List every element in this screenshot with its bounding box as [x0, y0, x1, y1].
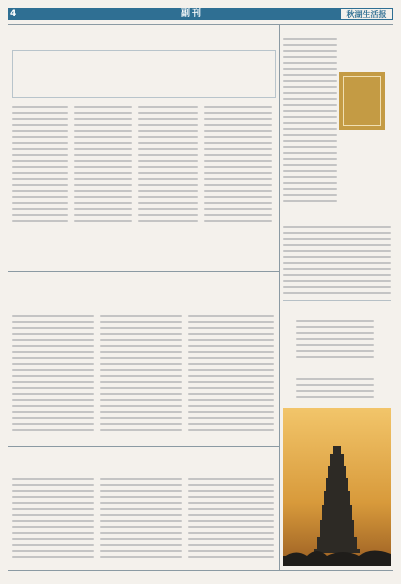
poem-one-title [296, 308, 366, 315]
section-title: 副刊 [181, 9, 204, 19]
lower-article-headline [80, 455, 240, 465]
poem-one-body [296, 320, 374, 360]
main-article-column-3 [138, 106, 198, 232]
lower-article-column-1 [12, 478, 94, 564]
poem-divider-top [283, 300, 391, 301]
main-article-column-4 [204, 106, 272, 232]
lower-article-byline [142, 467, 172, 473]
middle-article-byline [137, 304, 167, 310]
middle-article-column-2 [100, 315, 182, 435]
right-column-text [283, 226, 391, 296]
poem-two-title [296, 367, 384, 374]
main-article-column-5 [283, 38, 337, 216]
poem-two-body [296, 378, 374, 404]
page-header [0, 0, 401, 22]
middle-article-column-3 [188, 315, 274, 435]
middle-article-subtitle [90, 295, 216, 302]
main-article-column-2 [74, 106, 132, 232]
lower-article-column-2 [100, 478, 182, 564]
main-article-column-1 [12, 106, 68, 232]
pagoda-illustration [283, 408, 391, 566]
pagoda-photo [283, 408, 391, 566]
middle-article-headline [75, 281, 231, 291]
top-rule [8, 24, 393, 25]
masthead: 秋湖生活报 [340, 8, 393, 20]
vertical-rule [279, 24, 280, 570]
page-number: 4 [10, 9, 17, 19]
main-article-title-box [12, 50, 276, 98]
lower-article-column-3 [188, 478, 274, 564]
middle-article-column-1 [12, 315, 94, 435]
lower-rule [8, 446, 279, 447]
main-article-byline [148, 92, 188, 99]
main-article-headline [58, 59, 240, 71]
page-footer [8, 570, 393, 579]
side-tag-text [347, 80, 377, 122]
middle-rule [8, 271, 279, 272]
main-article-subtitle [80, 79, 228, 87]
